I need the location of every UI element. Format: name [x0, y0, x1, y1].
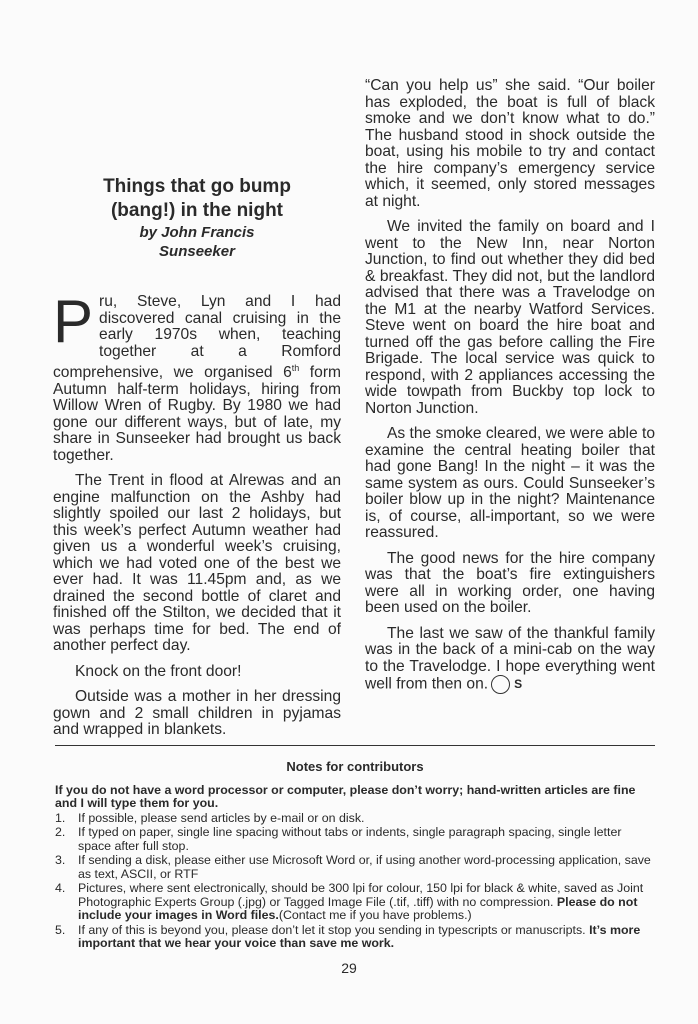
- notes-list: [55, 812, 655, 951]
- article-right-column: [365, 78, 655, 703]
- paragraph-1: [53, 288, 341, 464]
- list-item-text: If typed on paper, single line spacing without tabs or indents, single paragraph spacing, single letter space after full stop.: [78, 825, 622, 853]
- article-left-column: [53, 60, 341, 748]
- paragraph-2: The Trent in flood at Alrewas and an engine malfunction on the Ashby had slightly spoiled our last 2 holidays, but this week’s perfect Autumn weather had given us a wonderful week’s cruising, which we had voted one of the best we ever had. It was 11.45pm and, as we drained the second bottle of claret and finished off the Stilton, we decided that it was perhaps time for bed. The end of another perfect day.: [53, 472, 341, 655]
- drop-cap: P: [53, 288, 94, 355]
- list-item-text: If possible, please send articles by e-mail or on disk.: [78, 810, 365, 825]
- paragraph-9: [365, 626, 655, 695]
- notes-for-contributors: [55, 760, 655, 952]
- list-item-number: 2.: [55, 825, 66, 839]
- list-item-bold: Please do not include your images in Word files.: [78, 894, 638, 922]
- article-header: [53, 175, 341, 261]
- list-item-text: If any of this is beyond you, please don’t let it stop you sending in typescripts or manuscripts.: [78, 922, 586, 937]
- paragraph-4: Outside was a mother in her dressing gown and 2 small children in pyjamas and wrapped in blankets.: [53, 688, 341, 739]
- paragraph-6: We invited the family on board and I went to the New Inn, near Norton Junction, to find out whether they did bed & breakfast. They did not, but the landlord advised that there was a Travelodge on the M1 at the nearby Watford Services. Steve went on board the hire boat and turned off the gas before calling the Fire Brigade. The local service was quick to respond, with 2 appliances accessing the wide towpath from Buckby top lock to Norton Junction.: [365, 218, 655, 417]
- list-item-bold: It’s more important that we hear your voice than save me work.: [78, 922, 641, 950]
- article-title-line-1: Things that go bump: [103, 176, 291, 197]
- paragraph-8: The good news for the hire company was that the boat’s fire extinguishers were all in working order, one having been used on the boiler.: [365, 549, 655, 616]
- paragraph-9-text: The last we saw of the thankful family was in the back of a mini-cab on the way to the Travelodge. I hope everything went well from then on.: [365, 624, 655, 693]
- list-item: [55, 812, 655, 826]
- sunseeker-end-logo-icon: S: [491, 675, 510, 694]
- paragraph-3: Knock on the front door!: [75, 662, 242, 680]
- section-divider: [55, 745, 655, 746]
- paragraph-1-text: ru, Steve, Lyn and I had discovered canal cruising in the early 1970s when, teaching together at a Romford comprehensive, we organised 6: [53, 293, 341, 382]
- list-item-text: If sending a disk, please either use Microsoft Word or, if using another word-processing application, save as text, ASCII, or RTF: [78, 853, 651, 881]
- list-item-after: (Contact me if you have problems.): [278, 908, 472, 922]
- superscript-th: th: [291, 363, 300, 373]
- notes-title: Notes for contributors: [286, 759, 424, 774]
- paragraph-7: As the smoke cleared, we were able to examine the central heating boiler that had gone Bang! In the night – it was the same system as ours. Could Sunseeker’s boiler blow up in the night? Maintenance is, of course, all-important, so we were reassured.: [365, 425, 655, 541]
- list-item-text: Pictures, where sent electronically, should be 300 lpi for colour, 150 lpi for black & white, saved as Joint Photographic Experts Group (.jpg) or Tagged Image File (.tif, .tiff) with no compression.: [78, 881, 644, 909]
- paragraph-5: “Can you help us” she said. “Our boiler has exploded, the boat is full of black smoke and we don’t know what to do.” The husband stood in shock outside the boat, using his mobile to try and contact the hire company’s emergency service which, it seemed, only stored messages at night.: [365, 77, 655, 210]
- list-item: [55, 882, 655, 923]
- byline-author: by John Francis: [139, 224, 255, 241]
- paragraph-1-end: form Autumn half-term holidays, hiring from Willow Wren of Rugby. By 1980 we had gone our different ways, but of late, my share in Sunseeker had brought us back together.: [53, 364, 341, 464]
- byline-boat: Sunseeker: [159, 243, 235, 260]
- list-item-number: 4.: [55, 881, 66, 895]
- list-item-number: 3.: [55, 853, 66, 867]
- list-item: [55, 826, 655, 853]
- list-item: [55, 924, 655, 951]
- article-title-line-2: (bang!) in the night: [110, 200, 283, 221]
- page-number: 29: [341, 960, 357, 976]
- list-item-number: 5.: [55, 922, 66, 937]
- list-item-number: 1.: [55, 810, 66, 825]
- notes-intro: If you do not have a word processor or computer, please don’t worry; hand-written articles are fine and I will type them for you.: [55, 782, 636, 810]
- list-item: [55, 854, 655, 881]
